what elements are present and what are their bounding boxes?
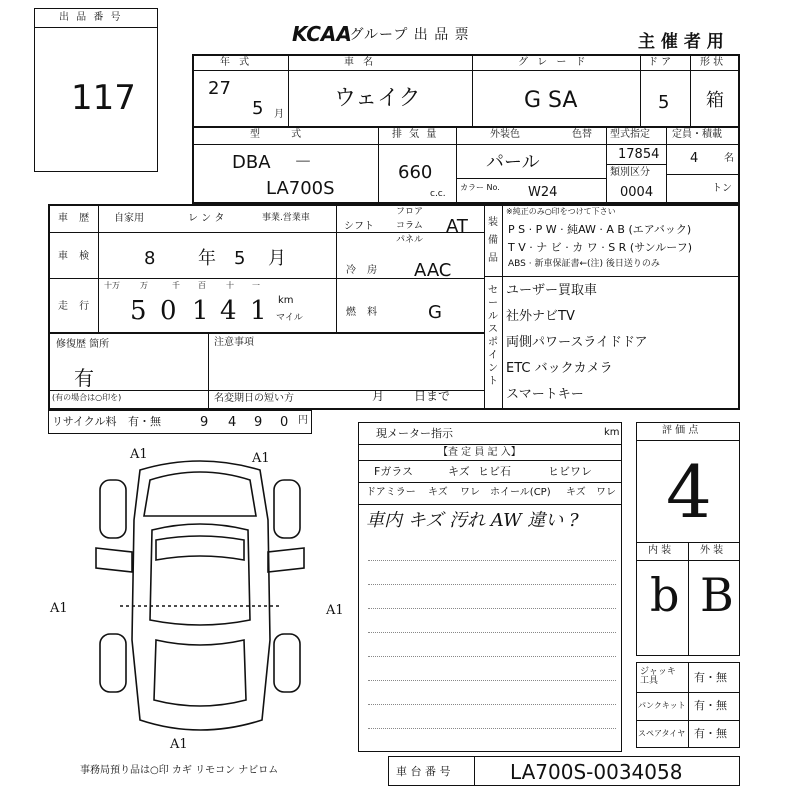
recycle-option: 有・無 (128, 415, 161, 428)
shift-opt-column: コラム (396, 221, 423, 231)
fglass-scratch: キズ (448, 465, 470, 478)
sales-point-4: ETC バックカメラ (506, 361, 613, 376)
mileage-unit-100: 百 (198, 281, 206, 290)
sales-point-3: 両側パワースライドドア (506, 335, 648, 350)
shift-opt-floor: フロア (396, 207, 424, 217)
equipment-note: ※純正のみ○印をつけて下さい (506, 207, 616, 216)
exterior-grade: B (700, 568, 734, 622)
fuel-value: G (428, 302, 442, 323)
shift-value: AT (446, 216, 468, 237)
damage-mark-front-left: A1 (130, 447, 148, 462)
color-no-value: W24 (528, 185, 558, 200)
name-change-day: 日まで (414, 389, 451, 403)
color-label: 外装色 (490, 129, 520, 140)
interior-label: 内 装 (648, 545, 672, 556)
model-value: LA700S (266, 178, 335, 199)
mileage-unit-10k: 万 (140, 281, 148, 290)
form-title: .グループ 出 品 票 (344, 27, 470, 43)
mileage-label: 走 行 (58, 301, 94, 312)
mileage-digit-3: 1 (192, 296, 209, 326)
mileage-digit-2: 0 (160, 296, 177, 326)
damage-mark-left: A1 (50, 601, 68, 616)
capacity-value: 4 (690, 151, 699, 166)
recycle-digit-2: 4 (228, 415, 237, 430)
inspection-year: 8 (144, 248, 156, 269)
attention-label: 注意事項 (214, 337, 254, 348)
tools-jack-value: 有・無 (694, 671, 727, 684)
sales-point-2: 社外ナビTV (506, 309, 575, 324)
office-note: 事務局預り品は○印 カギ リモコン ナビロム (80, 765, 279, 776)
sales-point-1: ユーザー買取車 (506, 283, 598, 298)
shift-label: シフト (344, 221, 374, 232)
fglass-chip: ヒビ石 (478, 465, 511, 478)
equipment-row-3: ABS · 新車保証書←(注) 後日送りのみ (508, 259, 660, 269)
doors-value: 5 (658, 92, 670, 113)
grade-label: グ レ ー ド (518, 57, 589, 68)
mirror-scratch: キズ (428, 487, 448, 498)
inspector-comment: 車内 キズ 汚れ AW 違い ? (366, 510, 579, 531)
model-prefix: DBA (232, 152, 271, 173)
history-opt-rental: レ ン タ (188, 213, 225, 224)
shift-opt-panel: パネル (396, 235, 424, 245)
repair-label: 修復歴 箇所 (56, 339, 110, 350)
capacity-label: 定員・積載 (672, 129, 722, 140)
displacement-label: 排 気 量 (392, 129, 439, 140)
interior-grade: b (650, 568, 680, 622)
year-value: 27 (208, 78, 231, 99)
organizer-label: 主 催 者 用 (638, 32, 724, 52)
load-unit: トン (712, 183, 732, 194)
mileage-digit-1: 5 (130, 296, 147, 326)
recycle-label: リサイクル料 (52, 415, 117, 428)
sales-point-label: セールスポイント (488, 285, 498, 387)
rating-score: 4 (666, 450, 712, 534)
km-label: km (278, 295, 294, 306)
sales-point-5: スマートキー (506, 387, 584, 402)
equipment-row-2: T V · ナ ビ · カ ワ · S R (サンルーフ) (508, 241, 693, 254)
recycle-unit: 円 (298, 415, 308, 426)
meter-label: 現メーター指示 (376, 427, 453, 440)
rating-label: 評 価 点 (662, 425, 699, 436)
ac-value: AAC (414, 260, 452, 281)
repair-note: (有の場合は○印を) (52, 393, 122, 402)
mileage-unit-10: 十 (226, 281, 234, 290)
ac-label: 冷 房 (346, 265, 382, 276)
name-label: 車 名 (344, 57, 377, 68)
damage-mark-right: A1 (326, 603, 344, 618)
inspection-year-unit: 年 (198, 248, 216, 269)
type-spec-value: 17854 (618, 147, 660, 162)
class-label: 類別区分 (610, 167, 650, 178)
mileage-unit-100k: 十万 (104, 281, 120, 290)
fglass-crack: ヒビワレ (548, 465, 592, 478)
name-change-month: 月 (372, 389, 385, 403)
equipment-label: 装備品 (488, 217, 498, 264)
year-label: 年 式 (220, 57, 253, 68)
tools-spare-label: スペアタイヤ (638, 729, 686, 738)
type-spec-label: 型式指定 (610, 129, 650, 140)
exterior-label: 外 装 (700, 545, 724, 556)
recycle-digit-4: 0 (280, 415, 289, 430)
color-value: パール (486, 152, 540, 173)
wheel-break: ワレ (596, 487, 616, 498)
lot-number: 117 (71, 78, 136, 118)
tools-kit-value: 有・無 (694, 699, 727, 712)
damage-mark-rear: A1 (170, 737, 188, 752)
history-opt-business: 事業.営業車 (262, 213, 310, 223)
mileage-digit-4: 4 (220, 296, 237, 326)
brand-logo: KCAA (292, 22, 352, 46)
tools-kit-label: パンクキット (638, 701, 686, 710)
name-change-label: 名変期日の短い方 (214, 393, 294, 404)
history-opt-private: 自家用 (114, 213, 144, 224)
lot-box (34, 8, 158, 172)
damage-mark-front-right: A1 (252, 451, 270, 466)
model-label: 型 式 (250, 129, 316, 140)
history-label: 車 歴 (58, 213, 94, 224)
repair-value: 有 (74, 366, 94, 390)
inspection-month-unit: 月 (268, 248, 286, 269)
inspection-month: 5 (234, 248, 246, 269)
fglass-label: Fガラス (374, 465, 413, 478)
mileage-unit-1k: 千 (172, 281, 180, 290)
inspector-label: 【査 定 員 記 入】 (438, 447, 521, 458)
class-value: 0004 (620, 185, 654, 200)
equipment-row-1: P S · P W · 純AW · A B (エアバック) (508, 223, 692, 236)
tools-spare-value: 有・無 (694, 727, 727, 740)
displacement-value: 660 (398, 162, 433, 183)
capacity-unit: 名 (724, 153, 734, 164)
body-label: 形 状 (700, 57, 724, 68)
recycle-digit-3: 9 (254, 415, 263, 430)
wheel-label: ホイール(CP) (490, 487, 551, 498)
mirror-label: ドアミラー (366, 487, 416, 498)
body-value: 箱 (706, 90, 724, 111)
mileage-digit-5: 1 (250, 296, 267, 326)
month-value: 5 (252, 98, 264, 119)
wheel-scratch: キズ (566, 487, 586, 498)
mileage-unit-1: 一 (252, 281, 260, 290)
meter-unit: km (604, 427, 620, 438)
month-unit: 月 (274, 109, 284, 120)
color-change-label: 色替 (572, 129, 592, 140)
mile-label: マイル (276, 313, 303, 323)
chassis-label: 車 台 番 号 (396, 765, 451, 778)
recycle-digit-1: 9 (200, 415, 209, 430)
model-dash: － (294, 152, 312, 173)
fuel-label: 燃 料 (346, 307, 382, 318)
grade-value: G SA (524, 88, 578, 113)
mirror-break: ワレ (460, 487, 480, 498)
chassis-number: LA700S-0034058 (510, 760, 683, 784)
cc-unit: c.c. (430, 189, 446, 199)
inspection-label: 車 検 (58, 251, 94, 262)
tools-jack-label: ジャッキ 工具 (640, 667, 676, 686)
lot-label: 出 品 番 号 (59, 12, 123, 23)
color-no-label: カラー No. (460, 183, 500, 192)
doors-label: ド ア (648, 57, 672, 68)
vehicle-name: ウェイク (334, 86, 421, 111)
